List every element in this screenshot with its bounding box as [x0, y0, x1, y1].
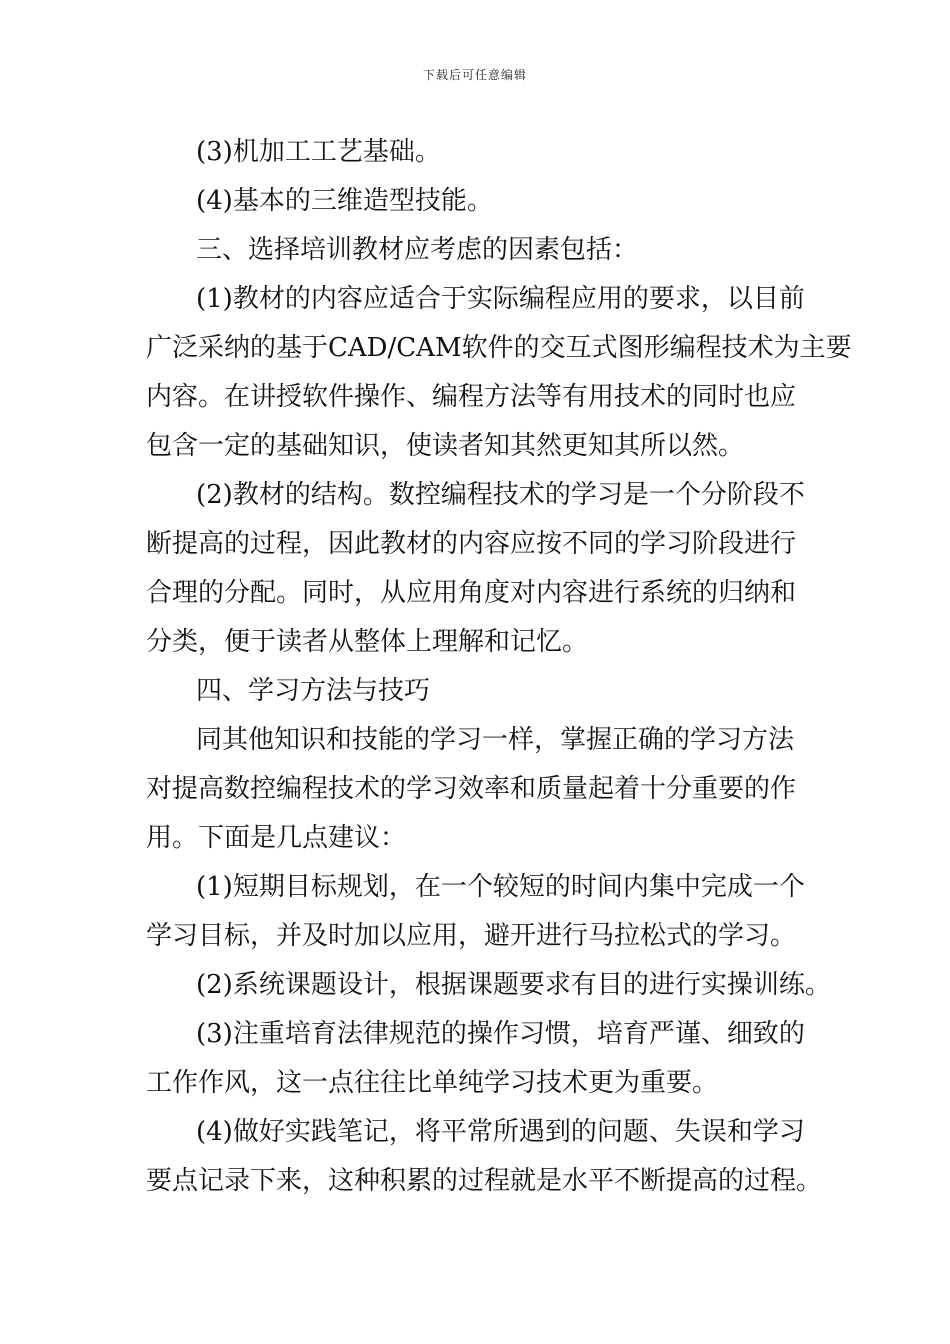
text-line: (3)注重培育法律规范的操作习惯，培育严谨、细致的: [196, 1019, 805, 1049]
text-line: 同其他知识和技能的学习一样，掌握正确的学习方法: [196, 725, 795, 755]
text-line: 合理的分配。同时，从应用角度对内容进行系统的归纳和: [146, 578, 797, 608]
section-heading: 三、选择培训教材应考虑的因素包括：: [196, 235, 639, 265]
text-line: (4)基本的三维造型技能。: [196, 186, 493, 216]
text-line: (4)做好实践笔记，将平常所遇到的问题、失误和学习: [196, 1117, 805, 1147]
text-line: (2)系统课题设计，根据课题要求有目的进行实操训练。: [196, 970, 831, 1000]
text-line: 分类，便于读者从整体上理解和记忆。: [146, 627, 589, 657]
text-line: (2)教材的结构。数控编程技术的学习是一个分阶段不: [196, 480, 805, 510]
text-line: (3)机加工工艺基础。: [196, 137, 441, 167]
text-line: 要点记录下来，这种积累的过程就是水平不断提高的过程。: [146, 1166, 823, 1196]
text-line: 工作作风，这一点往往比单纯学习技术更为重要。: [146, 1068, 719, 1098]
text-line: 用。下面是几点建议：: [146, 823, 407, 853]
text-line: (1)短期目标规划，在一个较短的时间内集中完成一个: [196, 872, 805, 902]
section-heading: 四、学习方法与技巧: [196, 676, 431, 706]
document-body: [146, 128, 852, 1206]
text-line: 断提高的过程，因此教材的内容应按不同的学习阶段进行: [146, 529, 797, 559]
text-line: 包含一定的基础知识，使读者知其然更知其所以然。: [146, 431, 745, 461]
header-note: 下载后可任意编辑: [422, 68, 527, 82]
text-line: 内容。在讲授软件操作、编程方法等有用技术的同时也应: [146, 382, 797, 412]
text-line: (1)教材的内容应适合于实际编程应用的要求，以目前: [196, 284, 805, 314]
text-line: 学习目标，并及时加以应用，避开进行马拉松式的学习。: [146, 921, 797, 951]
text-line: 广泛采纳的基于CAD/CAM软件的交互式图形编程技术为主要: [146, 333, 852, 363]
text-line: 对提高数控编程技术的学习效率和质量起着十分重要的作: [146, 774, 797, 804]
